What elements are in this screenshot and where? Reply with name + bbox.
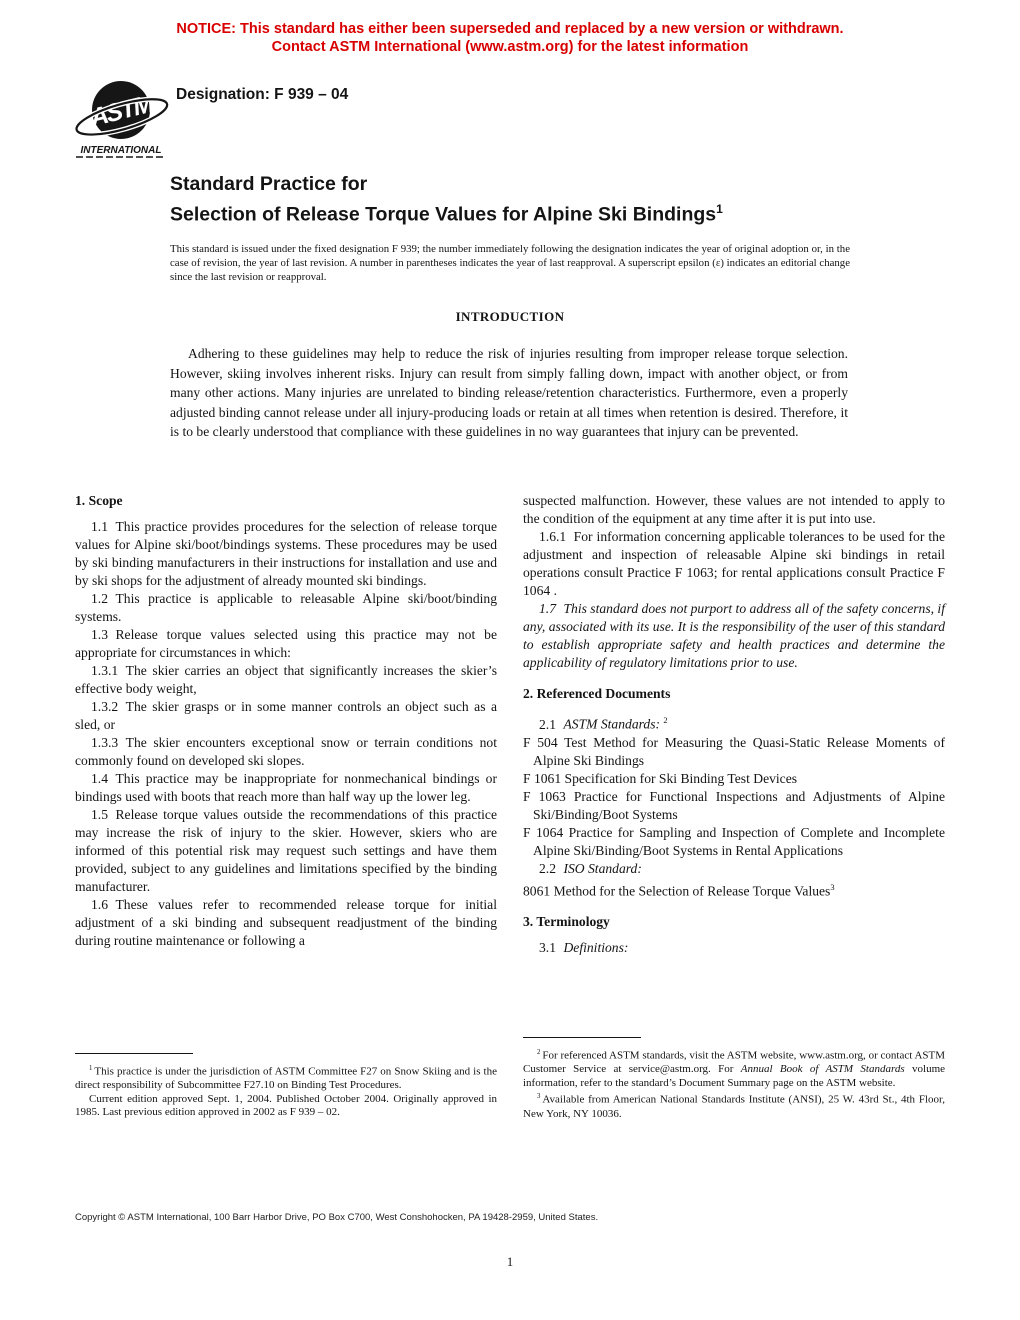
para-1-2: 1.2 This practice is applicable to releasable Alpine ski/boot/binding systems.: [75, 591, 497, 624]
para-1-3: 1.3 Release torque values selected using this practice may not be appropriate for circumstances in which:: [75, 627, 497, 660]
footnote-ref-3: 3: [830, 881, 835, 892]
section-2-heading: 2. Referenced Documents: [523, 686, 671, 701]
astm-logo: [72, 70, 172, 162]
footnote-ref-2: 2: [663, 715, 668, 725]
reference-f504: F 504 Test Method for Measuring the Quasi-Static Release Moments of Alpine Ski Bindings: [523, 734, 945, 768]
page-title: [170, 172, 870, 228]
copyright-line: Copyright © ASTM International, 100 Barr Harbor Drive, PO Box C700, West Conshohocken, PA 19428-2959, United States.: [75, 1212, 599, 1223]
para-2-2: 2.2 ISO Standard:: [539, 860, 642, 876]
reference-f1064: F 1064 Practice for Sampling and Inspection of Complete and Incomplete Alpine Ski/Binding/Boot Systems in Rental Applications: [523, 824, 945, 858]
introduction-heading: INTRODUCTION: [455, 309, 565, 324]
supersession-notice: [0, 20, 1020, 56]
reference-f1063: F 1063 Practice for Functional Inspections and Adjustments of Alpine Ski/Binding/Boot Systems: [523, 788, 945, 822]
right-column: [523, 492, 945, 957]
title-line-1: Standard Practice for: [170, 173, 368, 195]
footnote-1: $^1$ This practice is under the jurisdiction of ASTM Committee F27 on Snow Skiing and is the direct responsibility of Subcommittee F27.10 on Binding Test Procedures.: [75, 1065, 497, 1092]
introduction-paragraph: Adhering to these guidelines may help to reduce the risk of injuries resulting from improper release torque selection. However, skiing involves inherent risks. Injury can result from simply falling down, impact with another object, or from many other actions. Many injuries are unrelated to binding release/retention characteristics. Furthermore, even a properly adjusted binding cannot release under all injury-producing loads or retain at all times when retention is desired. Therefore, it is to be clearly understood that compliance with these guidelines in no way guarantees that injury can be prevented.: [170, 346, 848, 439]
para-1-1: 1.1 This practice provides procedures for the selection of release torque values for Alpine ski/boot/bindings systems. These procedures may be used by ski binding manufacturers in their instructions for installation and use and by ski shops for the adjustment of already mounted ski bindings.: [75, 519, 497, 588]
page-number: 1: [506, 1255, 514, 1269]
title-footnote-ref: 1: [716, 202, 723, 216]
section-1-heading: 1. Scope: [75, 493, 123, 508]
para-1-3-3: 1.3.3 The skier encounters exceptional snow or terrain conditions not commonly found on developed ski slopes.: [75, 735, 497, 768]
para-1-6: 1.6 These values refer to recommended release torque for initial adjustment of a ski binding and subsequent readjustment of the binding during routine maintenance or following a: [75, 897, 497, 948]
para-1-7: 1.7 This standard does not purport to address all of the safety concerns, if any, associated with its use. It is the responsibility of the user of this standard to establish appropriate safety and health practices and determine the applicability of regulatory limitations prior to use.: [523, 601, 945, 670]
para-1-3-2: 1.3.2 The skier grasps or in some manner controls an object such as a sled, or: [75, 699, 497, 732]
footnote-2: $^2$ For referenced ASTM standards, visit the ASTM website, www.astm.org, or contact ASTM Customer Service at service@astm.org. For Annual Book of ASTM Standards volume information, refer to the standard’s Document Summary page on the ASTM website.: [523, 1049, 946, 1089]
footnotes-right: [523, 1037, 945, 1121]
footnotes-left: [75, 1053, 497, 1120]
footnote-rule-left: [75, 1053, 193, 1054]
designation: Designation: F 939 – 04: [176, 86, 349, 103]
left-column: [75, 492, 497, 950]
issuing-preamble: This standard is issued under the fixed designation F 939; the number immediately following the designation indicates the year of original adoption or, in the case of revision, the year of last revision. A number in parentheses indicates the year of last reapproval. A superscript epsilon (ε) indicates an editorial change since the last revision or reapproval.: [170, 243, 850, 283]
logo-org-text: ASTM: [87, 89, 156, 133]
reference-iso-8061: 8061 Method for the Selection of Release Torque Values$^3$: [523, 881, 835, 899]
section-3-heading: 3. Terminology: [523, 914, 610, 930]
para-1-6-continuation: suspected malfunction. However, these values are not intended to apply to the condition of the equipment at any time after it is put into use.: [523, 493, 945, 526]
notice-line-2: Contact ASTM International (www.astm.org) for the latest information: [271, 39, 749, 55]
notice-line-1: NOTICE: This standard has either been superseded and replaced by a new version or withdrawn.: [176, 21, 844, 37]
para-1-6-1: 1.6.1 For information concerning applicable tolerances to be used for the adjustment and inspection of releasable Alpine ski bindings in retail operations consult Practice F 1063; for rental applications consult Practice F 1064 .: [523, 529, 945, 598]
para-1-3-1: 1.3.1 The skier carries an object that significantly increases the skier’s effective body weight,: [75, 663, 497, 696]
title-line-2: Selection of Release Torque Values for Alpine Ski Bindings$^1$: [170, 202, 723, 226]
para-3-1: 3.1 Definitions:: [539, 940, 629, 956]
footnote-rule-right: [523, 1037, 641, 1038]
logo-subtitle-text: INTERNATIONAL: [80, 145, 162, 156]
reference-f1061: F 1061 Specification for Ski Binding Test Devices: [523, 770, 798, 786]
footnote-3: $^3$ Available from American National Standards Institute (ANSI), 25 W. 43rd St., 4th Floor, New York, NY 10036.: [523, 1093, 945, 1120]
para-2-1: 2.1 ASTM Standards: $^2$: [539, 715, 668, 732]
footnote-1-edition: Current edition approved Sept. 1, 2004. Published October 2004. Originally approved in 1985. Last previous edition approved in 2002 as F 939 – 02.: [75, 1092, 497, 1119]
para-1-4: 1.4 This practice may be inappropriate for nonmechanical bindings or bindings used with boots that reach more than half way up the lower leg.: [75, 771, 497, 804]
para-1-5: 1.5 Release torque values outside the recommendations of this practice may increase the risk of injury to the skier. However, skiers who are informed of this potential risk may request such settings and have them provided, subject to any guidelines and limitations specified by the binding manufacturer.: [75, 807, 497, 894]
astm-globe-icon: [72, 70, 172, 162]
